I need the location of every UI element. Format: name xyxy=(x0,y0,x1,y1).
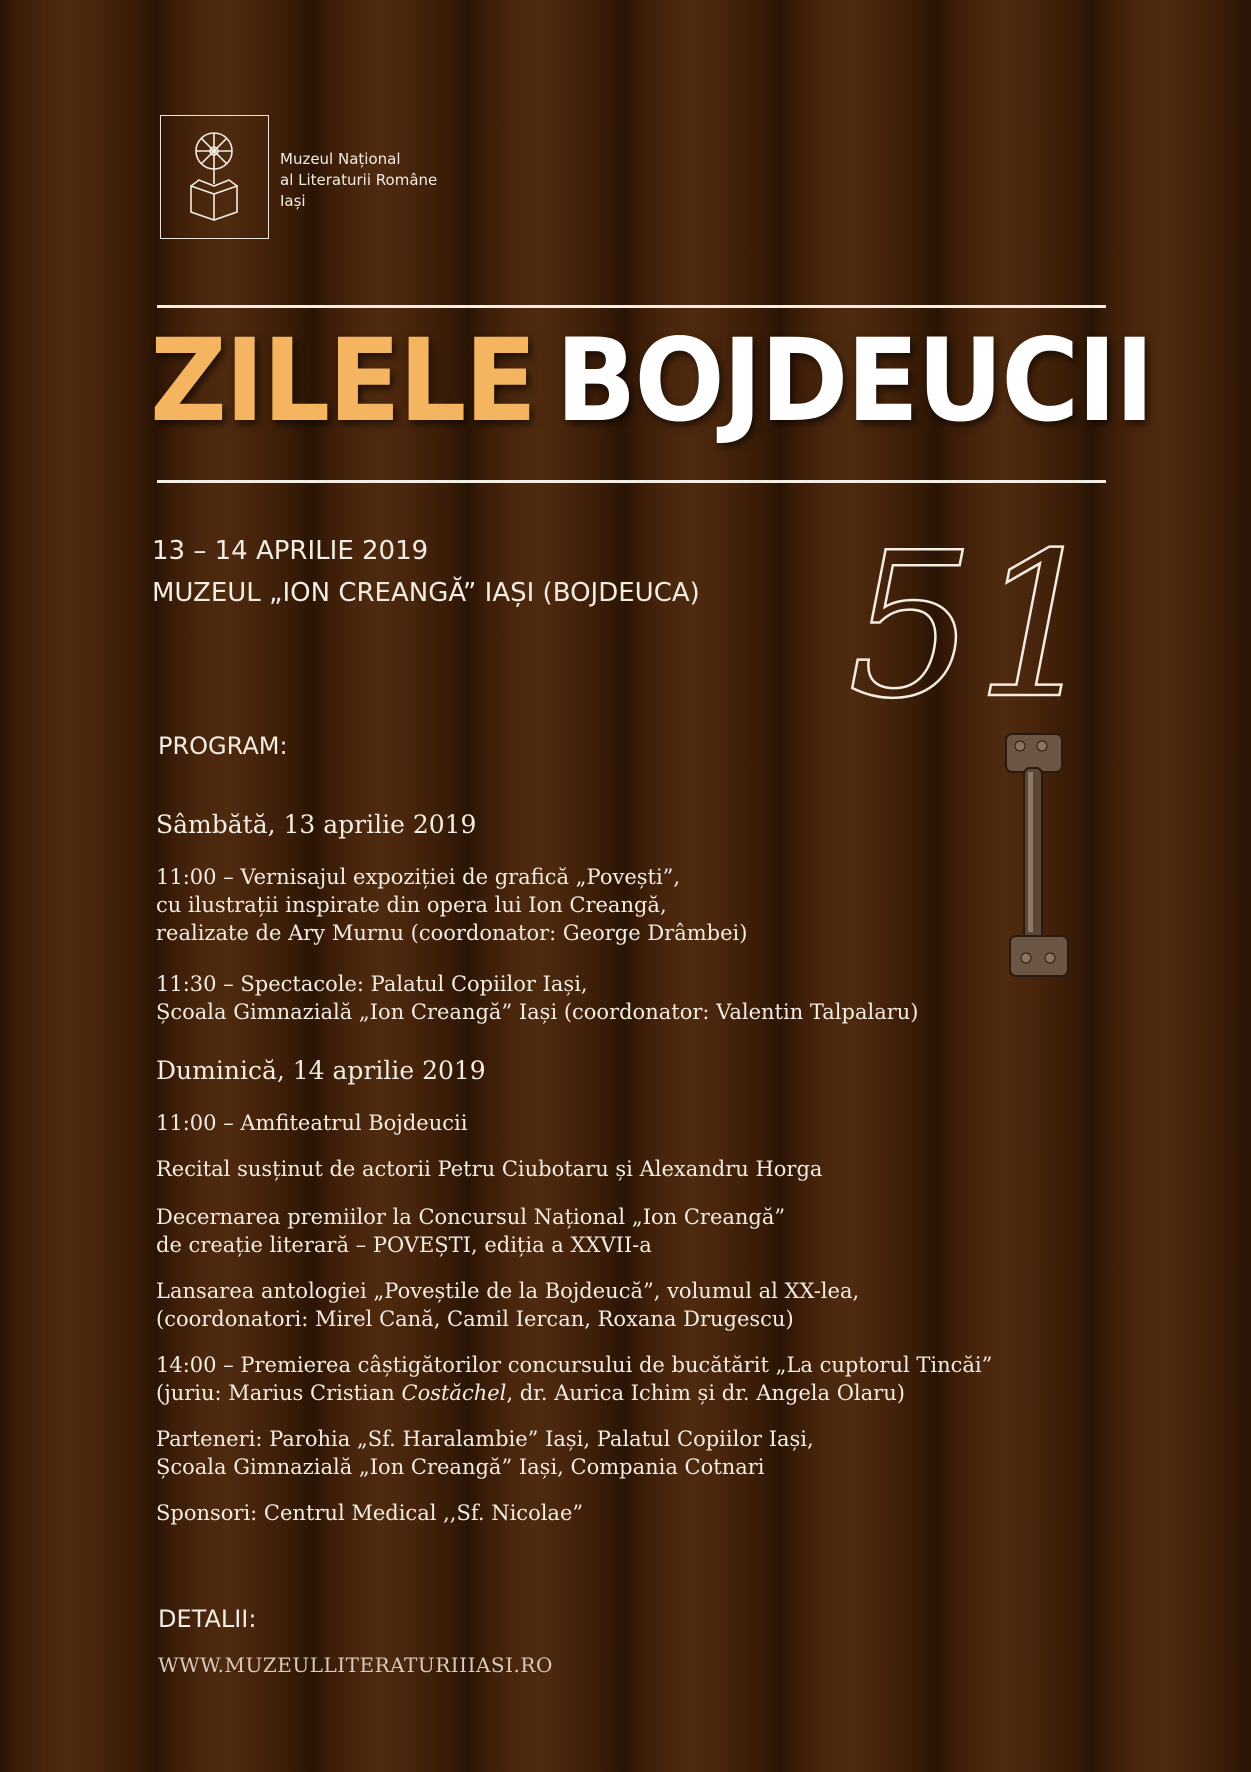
partners-line-1: Parteneri: Parohia „Sf. Haralambie” Iași, Palatul Copiilor Iași, xyxy=(156,1427,814,1451)
day2-item-2-line-1: Recital susținut de actorii Petru Ciubotaru și Alexandru Horga xyxy=(156,1157,823,1181)
door-handle-icon xyxy=(1002,732,1072,982)
jury-text-a: (juriu: Marius Cristian xyxy=(156,1381,402,1405)
day2-item-4-line-2: (coordonatori: Mirel Cană, Camil Iercan, Roxana Drugescu) xyxy=(156,1307,794,1331)
museum-name-line-2: al Literaturii Române xyxy=(280,171,438,189)
museum-name-line-1: Muzeul Național xyxy=(280,150,401,168)
jury-name-emphasis: Costăchel xyxy=(401,1381,507,1405)
day2-item-3-line-1: Decernarea premiilor la Concursul Național „Ion Creangă” xyxy=(156,1205,786,1229)
day2-item-3-line-2: de creație literară – POVEȘTI, ediția a XXVII-a xyxy=(156,1233,652,1257)
day2-item-1 xyxy=(156,1109,467,1137)
event-title xyxy=(150,314,1152,447)
title-rule-top xyxy=(157,305,1106,308)
day1-item-1 xyxy=(156,863,747,947)
day2-item-5 xyxy=(156,1351,992,1407)
partners xyxy=(156,1425,814,1481)
event-place: MUZEUL „ION CREANGĂ” IAȘI (BOJDEUCA) xyxy=(152,578,700,608)
edition-number-text: 51 xyxy=(847,530,1103,710)
flower-book-icon xyxy=(161,116,268,238)
program-heading: PROGRAM: xyxy=(158,732,288,760)
details-heading: DETALII: xyxy=(158,1605,257,1633)
day1-item-1-line-1: 11:00 – Vernisajul expoziției de grafică „Povești”, xyxy=(156,865,681,889)
day2-item-4 xyxy=(156,1277,859,1333)
day2-item-4-line-1: Lansarea antologiei „Poveștile de la Bojdeucă”, volumul al XX-lea, xyxy=(156,1279,860,1303)
museum-name xyxy=(280,149,437,212)
day1-item-2-line-1: 11:30 – Spectacole: Palatul Copiilor Iași, xyxy=(156,972,588,996)
day2-item-5-line-2 xyxy=(156,1379,992,1407)
museum-logo[interactable] xyxy=(160,115,269,239)
day1-item-1-line-3: realizate de Ary Murnu (coordonator: George Drâmbei) xyxy=(156,921,748,945)
partners-line-2: Școala Gimnazială „Ion Creangă” Iași, Compania Cotnari xyxy=(156,1455,765,1479)
event-title-word-1: ZILELE xyxy=(150,314,536,447)
day2-item-2 xyxy=(156,1155,822,1183)
title-rule-bottom xyxy=(157,480,1106,483)
day2-item-5-line-1: 14:00 – Premierea câștigătorilor concursului de bucătărit „La cuptorul Tincăi” xyxy=(156,1353,993,1377)
museum-name-line-3: Iași xyxy=(280,192,306,210)
day1-item-1-line-2: cu ilustrații inspirate din opera lui Ion Creangă, xyxy=(156,893,667,917)
edition-number xyxy=(830,530,1120,710)
sponsors-line-1: Sponsori: Centrul Medical ,,Sf. Nicolae” xyxy=(156,1501,584,1525)
jury-text-b: , dr. Aurica Ichim și dr. Angela Olaru) xyxy=(506,1381,905,1405)
website-link[interactable]: WWW.MUZEULLITERATURIIIASI.RO xyxy=(158,1653,553,1677)
event-dates: 13 – 14 APRILIE 2019 xyxy=(152,536,429,566)
day2-heading: Duminică, 14 aprilie 2019 xyxy=(156,1056,486,1085)
day2-item-3 xyxy=(156,1203,785,1259)
sponsors xyxy=(156,1499,583,1527)
event-title-word-2: BOJDEUCII xyxy=(555,314,1153,447)
day1-item-2 xyxy=(156,970,918,1026)
day1-heading: Sâmbătă, 13 aprilie 2019 xyxy=(156,810,477,839)
day1-item-2-line-2: Școala Gimnazială „Ion Creangă” Iași (coordonator: Valentin Talpalaru) xyxy=(156,1000,919,1024)
day2-item-1-line-1: 11:00 – Amfiteatrul Bojdeucii xyxy=(156,1111,468,1135)
